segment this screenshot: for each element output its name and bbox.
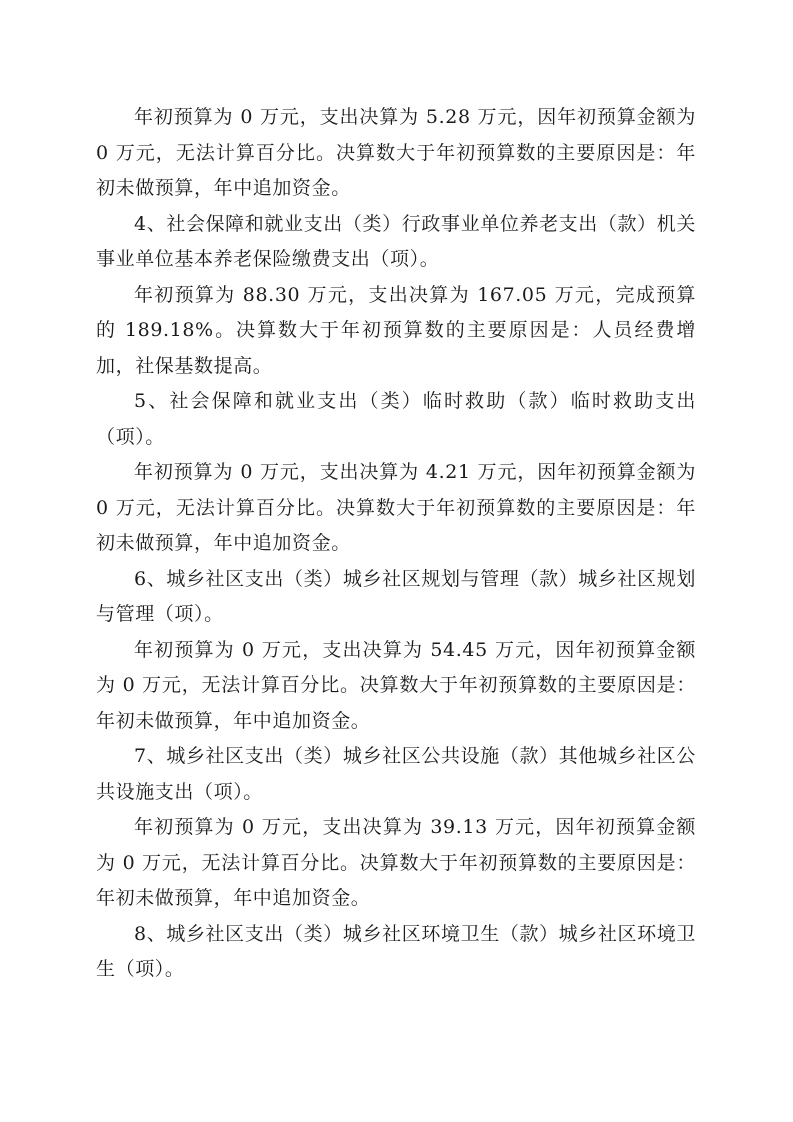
paragraph-item-5-heading: 5、社会保障和就业支出（类）临时救助（款）临时救助支出（项）。 [96, 390, 696, 448]
paragraph-budget-note-1: 年初预算为 0 万元，支出决算为 5.28 万元，因年初预算金额为 0 万元，无法计算百分比。决算数大于年初预算数的主要原因是：年初未做预算，年中追加资金。 [96, 106, 696, 199]
paragraph-item-5-budget: 年初预算为 0 万元，支出决算为 4.21 万元，因年初预算金额为 0 万元，无法计算百分比。决算数大于年初预算数的主要原因是：年初未做预算，年中追加资金。 [96, 461, 696, 554]
paragraph-item-8-heading: 8、城乡社区支出（类）城乡社区环境卫生（款）城乡社区环境卫生（项）。 [96, 922, 696, 980]
paragraph-item-4-heading: 4、社会保障和就业支出（类）行政事业单位养老支出（款）机关事业单位基本养老保险缴费支出（项）。 [96, 212, 696, 270]
paragraph-item-4-budget: 年初预算为 88.30 万元，支出决算为 167.05 万元，完成预算的 189.18%。决算数大于年初预算数的主要原因是：人员经费增加，社保基数提高。 [96, 283, 696, 377]
paragraph-item-6-heading: 6、城乡社区支出（类）城乡社区规划与管理（款）城乡社区规划与管理（项）。 [96, 567, 696, 625]
paragraph-item-7-heading: 7、城乡社区支出（类）城乡社区公共设施（款）其他城乡社区公共设施支出（项）。 [96, 745, 696, 803]
document-body [96, 100, 696, 988]
paragraph-item-6-budget: 年初预算为 0 万元，支出决算为 54.45 万元，因年初预算金额为 0 万元，无法计算百分比。决算数大于年初预算数的主要原因是：年初未做预算，年中追加资金。 [96, 638, 696, 732]
paragraph-item-7-budget: 年初预算为 0 万元，支出决算为 39.13 万元，因年初预算金额为 0 万元，无法计算百分比。决算数大于年初预算数的主要原因是：年初未做预算，年中追加资金。 [96, 816, 696, 909]
